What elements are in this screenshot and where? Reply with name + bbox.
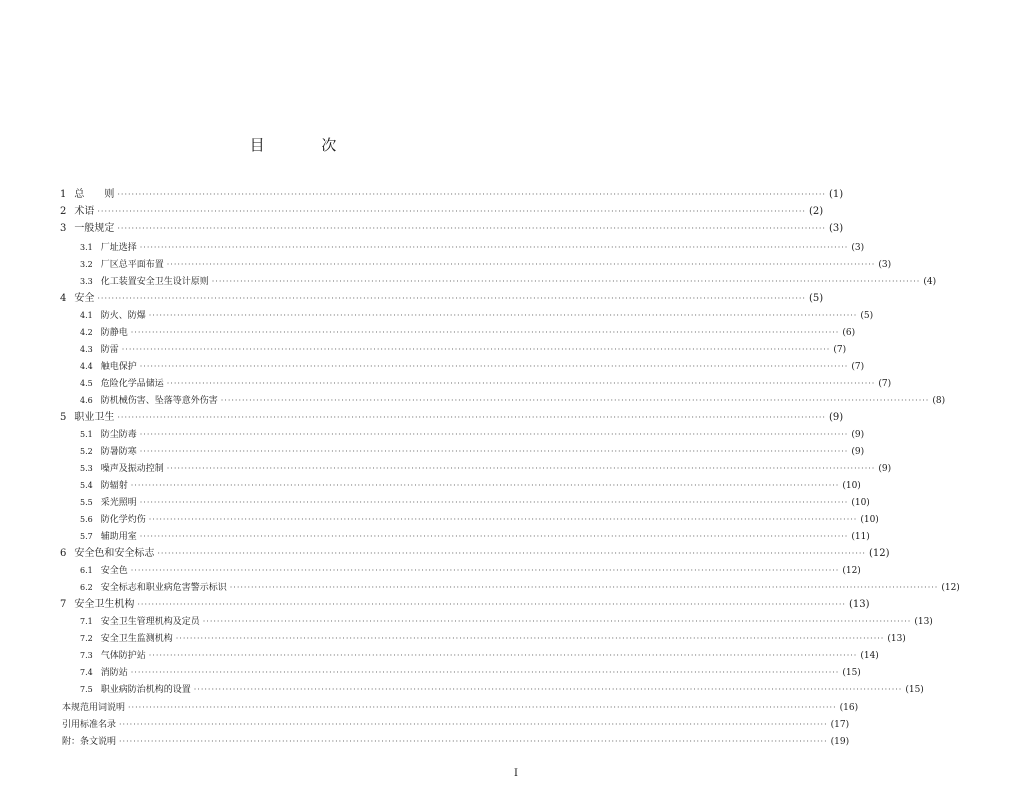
toc-entry-label: 安全标志和职业病危害警示标识 <box>100 583 227 593</box>
toc-entry <box>0 479 861 493</box>
toc-entry-number: 5 <box>60 412 67 423</box>
toc-entry-number: 3.1 <box>80 243 93 252</box>
toc-entry <box>0 394 946 408</box>
toc-entry <box>0 343 847 357</box>
leader-dots: ········································································································································································································ <box>166 260 876 269</box>
toc-entry-number: 4.4 <box>80 362 93 371</box>
toc-entry-page: (12) <box>868 548 890 559</box>
toc-entry-page: (3) <box>878 260 892 270</box>
toc-entry-number: 4.2 <box>80 328 93 337</box>
toc-entry-label: 安全卫生机构 <box>74 599 135 610</box>
leader-dots: ········································································································································································································ <box>97 294 806 303</box>
toc-entry-number: 5.2 <box>80 447 93 456</box>
leader-dots: ········································································································································································································ <box>175 634 885 643</box>
toc-entry-label: 厂区总平面布置 <box>100 260 164 270</box>
toc-entry-page: (5) <box>808 293 824 304</box>
toc-entry <box>0 445 865 459</box>
page-number: I <box>514 768 518 779</box>
toc-entry-label: 安全卫生管理机构及定员 <box>100 617 200 627</box>
toc-entry-label: 职业病防治机构的设置 <box>100 685 191 695</box>
leader-dots: ········································································································································································································ <box>220 396 930 405</box>
leader-dots: ········································································································································································································ <box>166 379 876 388</box>
toc-entry-page: (6) <box>842 328 856 338</box>
toc-entry-label: 气体防护站 <box>100 651 146 661</box>
toc-entry-label: 附：条文说明 <box>62 737 117 747</box>
toc-entry-number: 5.6 <box>80 515 93 524</box>
leader-dots: ········································································································································································································ <box>211 277 921 286</box>
toc-entry-label: 防尘防毒 <box>100 430 137 440</box>
toc-entry-page: (9) <box>828 412 844 423</box>
leader-dots: ········································································································································································································ <box>202 617 912 626</box>
toc-entry-page: (11) <box>851 532 870 542</box>
leader-dots: ········································································································································································································ <box>157 549 866 558</box>
leader-dots: ········································································································································································································ <box>139 243 849 252</box>
toc-entry <box>0 428 865 442</box>
toc-entry-label: 安全色和安全标志 <box>74 548 155 559</box>
toc-entry-number: 4 <box>60 293 67 304</box>
leader-dots: ········································································································································································································ <box>139 498 849 507</box>
toc-entry-number: 5.4 <box>80 481 93 490</box>
toc-entry <box>0 547 890 561</box>
toc-entry-label: 防化学灼伤 <box>100 515 146 525</box>
toc-entry <box>0 581 960 595</box>
toc-entry-label: 触电保护 <box>100 362 137 372</box>
leader-dots: ········································································································································································································ <box>137 600 846 609</box>
leader-dots: ········································································································································································································ <box>139 532 849 541</box>
toc-entry <box>0 241 865 255</box>
leader-dots: ········································································································································································································ <box>139 362 849 371</box>
toc-entry-number: 5.3 <box>80 464 93 473</box>
leader-dots: ········································································································································································································ <box>148 311 858 320</box>
leader-dots: ········································································································································································································ <box>193 685 903 694</box>
toc-entry-label: 防火、防爆 <box>100 311 146 321</box>
toc-entry-number: 5.7 <box>80 532 93 541</box>
toc-entry <box>0 632 906 646</box>
toc-entry <box>0 649 879 663</box>
toc-entry-page: (8) <box>932 396 946 406</box>
toc-entry-label: 厂址选择 <box>100 243 137 253</box>
toc-entry-label: 安全色 <box>100 566 128 576</box>
toc-entry-label: 安全卫生监测机构 <box>100 634 173 644</box>
toc-entry-page: (12) <box>842 566 861 576</box>
toc-entry-label: 术语 <box>74 206 95 217</box>
toc-entry-page: (17) <box>830 720 850 730</box>
leader-dots: ········································································································································································································ <box>229 583 939 592</box>
toc-entry-page: (13) <box>848 599 870 610</box>
toc-entry-number: 7.5 <box>80 685 93 694</box>
toc-entry-page: (3) <box>851 243 865 253</box>
leader-dots: ········································································································································································································ <box>139 447 849 456</box>
leader-dots: ········································································································································································································ <box>117 224 826 233</box>
toc-entry-label: 引用标准名录 <box>62 720 117 730</box>
toc-entry <box>0 326 856 340</box>
leader-dots: ········································································································································································································ <box>148 515 858 524</box>
leader-dots: ········································································································································································································ <box>119 720 828 729</box>
toc-entry-label: 采光照明 <box>100 498 137 508</box>
toc-entry-label: 噪声及振动控制 <box>100 464 164 474</box>
toc-entry-number: 7.3 <box>80 651 93 660</box>
toc-entry-label: 防机械伤害、坠落等意外伤害 <box>100 396 218 406</box>
leader-dots: ········································································································································································································ <box>130 328 840 337</box>
toc-entry-page: (16) <box>839 703 859 713</box>
toc-entry-page: (7) <box>878 379 892 389</box>
toc-entry-number: 7.4 <box>80 668 93 677</box>
toc-entry <box>0 222 844 236</box>
toc-entry-page: (12) <box>941 583 960 593</box>
toc-entry-number: 6.1 <box>80 566 93 575</box>
toc-entry-page: (9) <box>851 430 865 440</box>
toc-entry-label: 总 则 <box>74 189 115 200</box>
toc-entry <box>0 292 824 306</box>
toc-entry <box>0 564 861 578</box>
toc-entry <box>0 377 892 391</box>
toc-entry-number: 4.1 <box>80 311 93 320</box>
leader-dots: ········································································································································································································ <box>119 737 828 746</box>
toc-entry-number: 6 <box>60 548 67 559</box>
toc-entry-page: (4) <box>923 277 937 287</box>
toc-entry-number: 3 <box>60 223 67 234</box>
toc-entry-number: 3.2 <box>80 260 93 269</box>
toc-entry-page: (5) <box>860 311 874 321</box>
toc-entry-number: 7.1 <box>80 617 93 626</box>
toc-entry-number: 5.5 <box>80 498 93 507</box>
toc-entry-number: 3.3 <box>80 277 93 286</box>
toc-entry-label: 辅助用室 <box>100 532 137 542</box>
toc-entry <box>0 309 874 323</box>
toc-entry-page: (14) <box>860 651 879 661</box>
toc-entry-label: 化工装置安全卫生设计原则 <box>100 277 209 287</box>
toc-entry-label: 本规范用词说明 <box>62 703 126 713</box>
toc-entry-label: 消防站 <box>100 668 128 678</box>
toc-entry-number: 4.5 <box>80 379 93 388</box>
toc-entry <box>0 462 892 476</box>
leader-dots: ········································································································································································································ <box>130 481 840 490</box>
leader-dots: ········································································································································································································ <box>97 207 806 216</box>
toc-entry-page: (15) <box>905 685 924 695</box>
toc-entry-page: (15) <box>842 668 861 678</box>
toc-entry <box>0 205 824 219</box>
toc-entry-page: (1) <box>828 189 844 200</box>
toc-entry <box>0 275 937 289</box>
toc-entry-number: 1 <box>60 189 67 200</box>
leader-dots: ········································································································································································································ <box>130 668 840 677</box>
toc-entry-page: (10) <box>851 498 870 508</box>
leader-dots: ········································································································································································································ <box>130 566 840 575</box>
leader-dots: ········································································································································································································ <box>117 413 826 422</box>
toc-entry-page: (2) <box>808 206 824 217</box>
toc-entry-label: 防辐射 <box>100 481 128 491</box>
toc-entry-label: 防静电 <box>100 328 128 338</box>
toc-entry <box>0 683 924 697</box>
toc-entry <box>0 513 879 527</box>
toc-entry-page: (7) <box>851 362 865 372</box>
toc-entry <box>0 530 870 544</box>
leader-dots: ········································································································································································································ <box>139 430 849 439</box>
toc-entry-number: 5.1 <box>80 430 93 439</box>
toc-entry-number: 7 <box>60 599 67 610</box>
toc-entry-label: 防暑防寒 <box>100 447 137 457</box>
toc-entry <box>0 666 861 680</box>
toc-entry <box>0 360 865 374</box>
toc-entry-page: (9) <box>851 447 865 457</box>
leader-dots: ········································································································································································································ <box>148 651 858 660</box>
toc-entry-page: (10) <box>842 481 861 491</box>
toc-entry-number: 4.6 <box>80 396 93 405</box>
toc-entry-number: 6.2 <box>80 583 93 592</box>
toc-entry <box>0 701 859 715</box>
toc-entry-page: (13) <box>914 617 933 627</box>
leader-dots: ········································································································································································································ <box>121 345 831 354</box>
leader-dots: ········································································································································································································ <box>117 190 826 199</box>
toc-entry-label: 一般规定 <box>74 223 115 234</box>
toc-entry <box>0 496 870 510</box>
toc-entry-page: (10) <box>860 515 879 525</box>
toc-entry-page: (9) <box>878 464 892 474</box>
toc-entry-label: 危险化学品储运 <box>100 379 164 389</box>
leader-dots: ········································································································································································································ <box>128 703 837 712</box>
toc-entry-number: 7.2 <box>80 634 93 643</box>
toc-entry-page: (13) <box>887 634 906 644</box>
toc-entry-page: (19) <box>830 737 850 747</box>
toc-entry-page: (7) <box>833 345 847 355</box>
toc-entry <box>0 258 892 272</box>
toc-entry <box>0 718 850 732</box>
toc-title: 目 次 <box>249 136 363 154</box>
toc-entry-number: 2 <box>60 206 67 217</box>
toc-entry-page: (3) <box>828 223 844 234</box>
toc-entry <box>0 411 844 425</box>
toc-entry <box>0 188 844 202</box>
leader-dots: ········································································································································································································ <box>166 464 876 473</box>
toc-entry-label: 安全 <box>74 293 95 304</box>
toc-entry-label: 防雷 <box>100 345 119 355</box>
toc-entry <box>0 735 850 749</box>
toc-entry-label: 职业卫生 <box>74 412 115 423</box>
toc-entry-number: 4.3 <box>80 345 93 354</box>
toc-entry <box>0 615 933 629</box>
toc-entry <box>0 598 870 612</box>
